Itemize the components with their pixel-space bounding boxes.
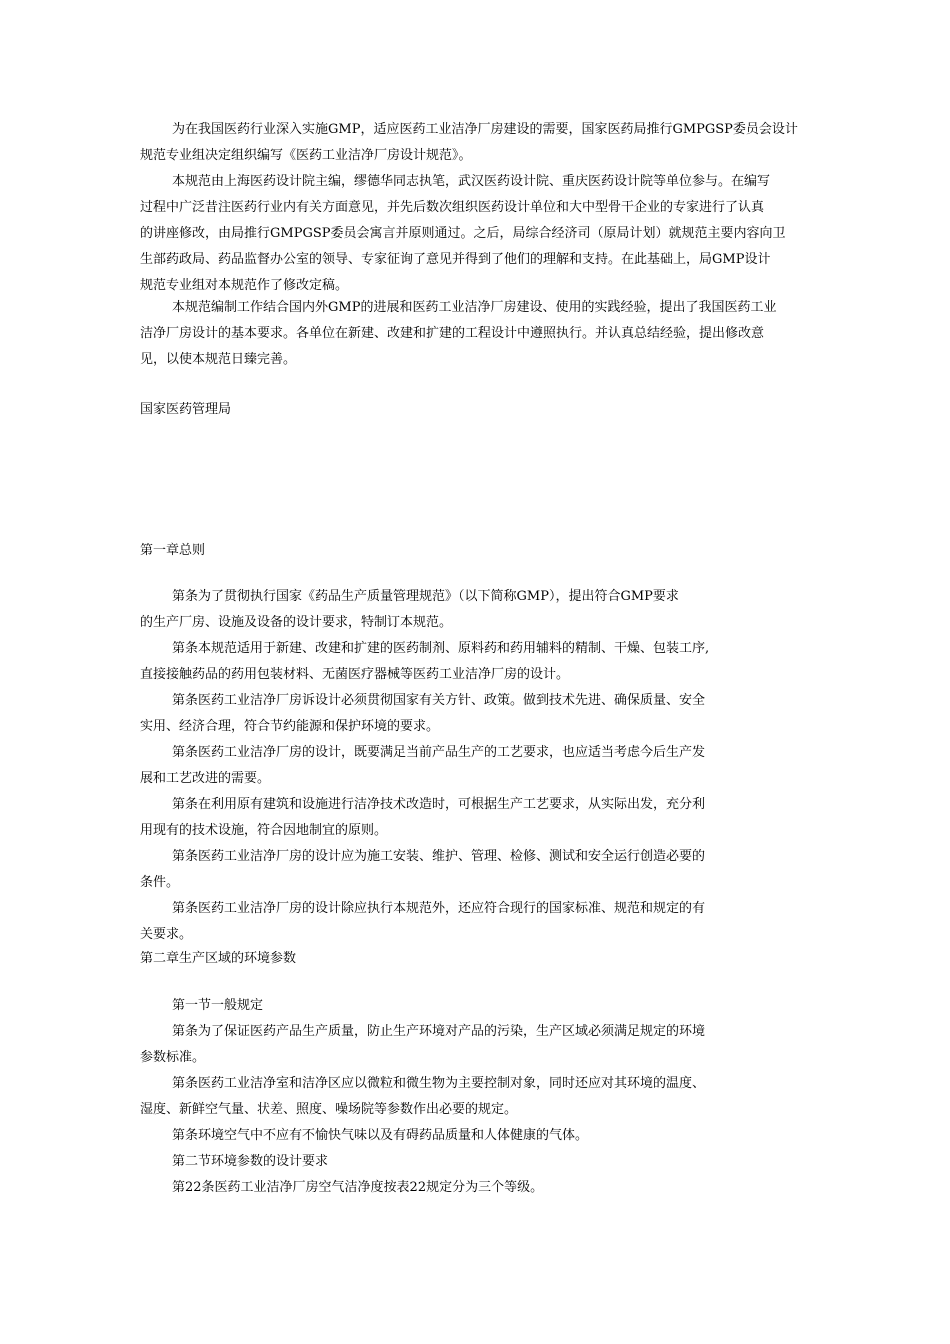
article-line: 用现有的技术设施，符合因地制宜的原则。 (140, 823, 388, 838)
text-line: 规范专业组对本规范作了修改定稿。 (140, 278, 349, 293)
article-line: 直接接触药品的药用包装材料、无菌医疗器械等医药工业洁净厂房的设计。 (140, 667, 570, 682)
section-title: 第一节一般规定 (172, 998, 264, 1013)
preface-paragraph-1 (140, 117, 798, 169)
text-line: 为在我国医药行业深入实施GMP，适应医药工业洁净厂房建设的需要，国家医药局推行GMPGSP委员会设计 (172, 122, 798, 137)
section-title: 第二节环境参数的设计要求 (172, 1154, 329, 1169)
article-line: 第条为了保证医药产品生产质量，防止生产环境对产品的污染，生产区域必须满足规定的环境 (172, 1024, 706, 1039)
chapter-1-articles (140, 584, 709, 948)
article-line: 参数标准。 (140, 1050, 206, 1065)
text-line: 本规范编制工作结合国内外GMP的进展和医药工业洁净厂房建设、使用的实践经验，提出了我国医药工业 (172, 300, 777, 315)
chapter-2-content (140, 993, 705, 1201)
chapter-title: 第一章总则 (140, 543, 206, 558)
article-line: 第条医药工业洁净厂房的设计除应执行本规范外，还应符合现行的国家标准、规范和规定的有 (172, 901, 706, 916)
article-line: 的生产厂房、设施及设备的设计要求，特制订本规范。 (140, 615, 453, 630)
article-line: 关要求。 (140, 927, 193, 942)
text-line: 过程中广泛昔注医药行业内有关方面意见，并先后数次组织医药设计单位和大中型骨干企业的专家进行了认真 (140, 200, 765, 215)
article-line: 实用、经济合理，符合节约能源和保护环境的要求。 (140, 719, 440, 734)
text-line: 生部药政局、药品监督办公室的领导、专家征询了意见并得到了他们的理解和支持。在此基础上，局GMP设计 (140, 252, 771, 267)
article-line: 第条在利用原有建筑和设施进行洁净技术改造时，可根据生产工艺要求，从实际出发，充分利 (172, 797, 706, 812)
article-line: 展和工艺改进的需要。 (140, 771, 271, 786)
text-line: 洁净厂房设计的基本要求。各单位在新建、改建和扩建的工程设计中遵照执行。并认真总结经验，提出修改意 (140, 326, 765, 341)
article-line: 第条医药工业洁净厂房的设计应为施工安装、维护、管理、检修、测试和安全运行创造必要的 (172, 849, 706, 864)
article-line: 第条环境空气中不应有不愉快气味以及有碍药品质量和人体健康的气体。 (172, 1128, 589, 1143)
article-line: 第条为了贯彻执行国家《药品生产质量管理规范》（以下简称GMP），提出符合GMP要求 (172, 589, 679, 604)
preface-paragraph-2 (140, 169, 785, 299)
text-line: 本规范由上海医药设计院主编，缪德华同志执笔，武汉医药设计院、重庆医药设计院等单位参与。在编写 (172, 174, 771, 189)
article-line: 第22条医药工业洁净厂房空气洁净度按表22规定分为三个等级。 (172, 1180, 544, 1195)
text-line: 见，以使本规范日臻完善。 (140, 352, 297, 367)
text-line: 的讲座修改，由局推行GMPGSP委员会寓言并原则通过。之后，局综合经济司（原局计划）就规范主要内容向卫 (140, 226, 786, 241)
preface-signature: 国家医药管理局 (140, 402, 232, 417)
article-line: 第条医药工业洁净厂房诉设计必须贯彻国家有关方针、政策。做到技术先进、确保质量、安全 (172, 693, 706, 708)
article-line: 湿度、新鲜空气量、状差、照度、噪场院等参数作出必要的规定。 (140, 1102, 518, 1117)
text-line: 规范专业组决定组织编写《医药工业洁净厂房设计规范》。 (140, 148, 472, 163)
article-line: 第条本规范适用于新建、改建和扩建的医药制剂、原料药和药用辅料的精制、干燥、包装工序, (172, 641, 710, 656)
article-line: 第条医药工业洁净厂房的设计，既要满足当前产品生产的工艺要求，也应适当考虑今后生产发 (172, 745, 706, 760)
chapter-title: 第二章生产区域的环境参数 (140, 951, 297, 966)
preface-paragraph-3 (140, 295, 776, 373)
article-line: 第条医药工业洁净室和洁净区应以微粒和微生物为主要控制对象，同时还应对其环境的温度、 (172, 1076, 706, 1091)
article-line: 条件。 (140, 875, 180, 890)
